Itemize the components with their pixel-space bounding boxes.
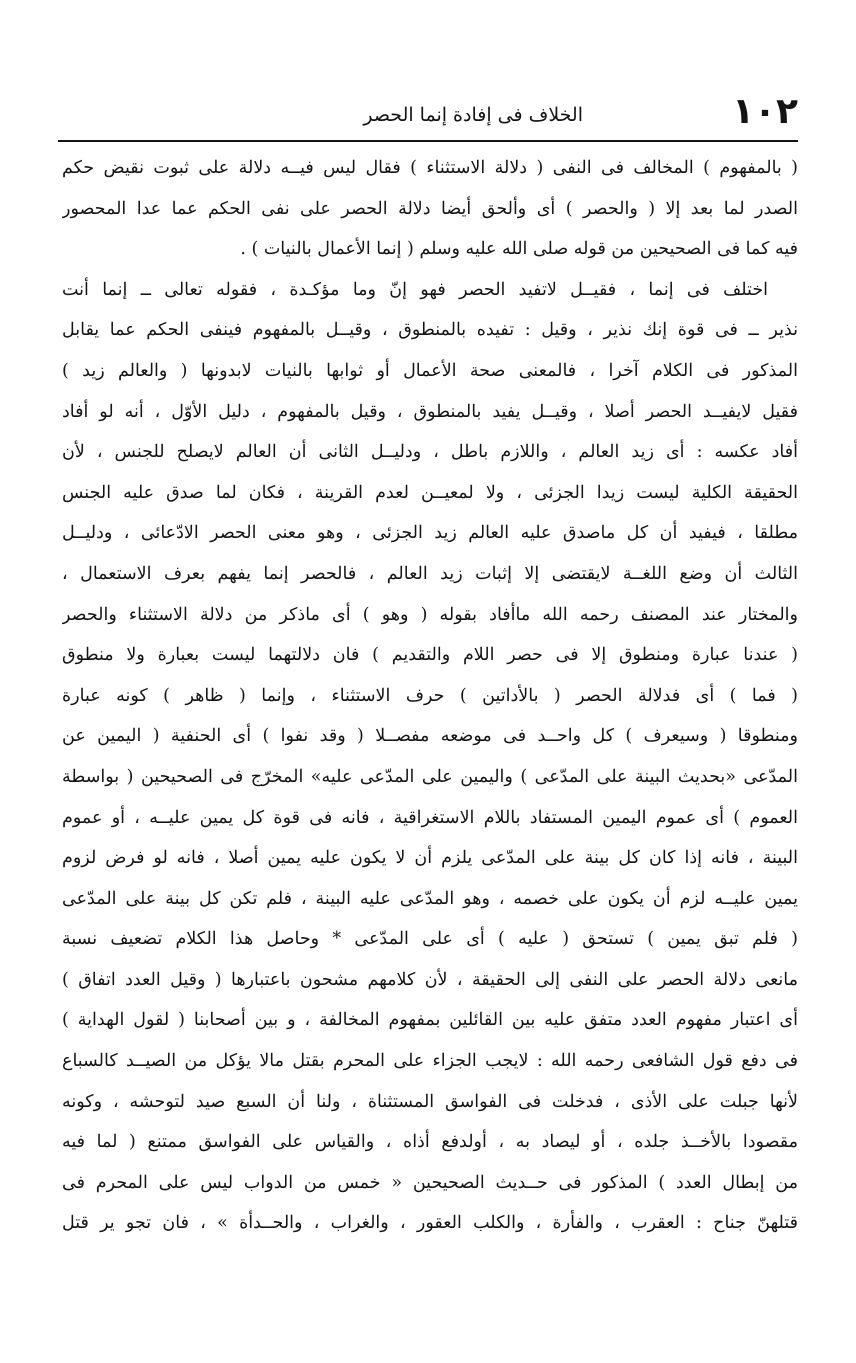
text-line: اختلف فى إنما ، فقيــل لاتفيد الحصر فهو إنّ وما مؤكـدة ، فقوله تعالى ــ إنما أنت <box>62 279 768 300</box>
text-line: لأنها جبلت على الأذى ، فدخلت فى الفواسق المستثناة ، ولنا أن السبع صيد لتوحشه ، وكونه <box>62 1091 798 1112</box>
text-line: فقيل لايفيــد الحصر أصلا ، وقيــل يفيد بالمنطوق ، وقيل بالمفهوم ، دليل الأوّل ، أنه لو أفاد <box>62 401 798 422</box>
header-rule <box>58 140 798 142</box>
text-line: ومنطوقا ( وسيعرف ) كل واحــد فى موضعه مفصــلا ( وقد نفوا ) أى الحنفية ( اليمين عن <box>62 726 798 747</box>
text-line: أى اعتبار مفهوم العدد متفق عليه بين القائلين بمفهوم المخالفة ، و بين أصحابنا ( لقول الهداية ) <box>62 1010 798 1031</box>
text-line: ( بالمفهوم ) المخالف فى النفى ( دلالة الاستثناء ) فقال ليس فيــه دلالة على ثبوت نقيض حكم <box>62 158 798 178</box>
text-line: المذكور فى الكلام آخرا ، فالمعنى صحة الأعمال أو ثوابها بالنيات لابدونها ( والعالم زيد ) <box>62 360 798 381</box>
text-line: البينة ، فانه إذا كان كل بينة على المدّعى يلزم أن لا يكون عليه يمين أصلا ، فانه لو فرض لزوم <box>62 848 798 869</box>
text-line: المدّعى «بحديث البينة على المدّعى ) واليمين على المدّعى عليه» المخرّج فى الصحيحين ( بواسطة <box>62 766 798 787</box>
text-line: مقصودا بالأخــذ جلده ، أو ليصاد به ، أولدفع أذاه ، والقياس على الفواسق ممتنع ( لما فيه <box>62 1132 798 1153</box>
body-text <box>62 148 798 1338</box>
text-line: مانعى دلالة الحصر على النفى إلى الحقيقة ، لأن كلامهم مشحون باعتبارها ( وقيل العدد اتفاق ) <box>62 969 798 990</box>
text-line: يمين عليــه لزم أن يكون على خصمه ، وهو المدّعى عليه البينة ، فلم تكن كل بينة على المدّعى <box>62 888 798 909</box>
text-line: العموم ) أى عموم اليمين المستفاد باللام الاستغراقية ، فانه فى قوة كل يمين عليــه ، أو عموم <box>62 807 798 828</box>
text-line: قتلهنّ جناح : العقرب ، والفأرة ، والكلب العقور ، والغراب ، والحــدأة » ، فان تجو ير قتل <box>62 1213 798 1234</box>
text-line: الثالث أن وضع اللغــة لايقتضى إلا إثبات زيد العالم ، فالحصر إنما يفهم بعرف الاستعمال ، <box>62 563 798 584</box>
text-line: والمختار عند المصنف رحمه الله ماأفاد بقوله ( وهو ) أى ماذكر من دلالة الاستثناء والحصر <box>62 604 798 625</box>
text-line: ( فما ) أى فدلالة الحصر ( بالأداتين ) حرف الاستثناء ، وإنما ( ظاهر ) كونه عبارة <box>62 685 798 706</box>
text-line: أفاد عكسه : أى زيد العالم ، واللازم باطل ، ودليــل الثانى أن العالم لايصلح للجنس ، لأن <box>62 442 798 463</box>
text-line: ( عندنا عبارة ومنطوق إلا فى حصر اللام والتقديم ) فان دلالتهما ليست بعبارة ولا منطوق <box>62 645 798 666</box>
text-line: فى دفع قول الشافعى رحمه الله : لايجب الجزاء على المحرم بقتل مالا يؤكل من الصيــد كالسباع <box>62 1051 798 1072</box>
text-line: الصدر لما بعد إلا ( والحصر ) أى وألحق أيضا دلالة الحصر على نفى الحكم عما عدا المحصور <box>62 198 798 219</box>
text-line: مطلقا ، فيفيد أن كل ماصدق عليه العالم زيد الجزئى ، وهو معنى الحصر الادّعائى ، ودليــل <box>62 523 798 544</box>
text-line: من إبطال العدد ) المذكور فى حــديث الصحيحين « خمس من الدواب ليس على المحرم فى <box>62 1172 798 1193</box>
page-header <box>58 92 798 138</box>
text-line: ( فلم تبق يمين ) تستحق ( عليه ) أى على المدّعى * وحاصل هذا الكلام تضعيف نسبة <box>62 929 798 950</box>
text-line: الحقيقة الكلية ليست زيدا الجزئى ، ولا لمعيــن لعدم القرينة ، فكان لما صدق عليه الجنس <box>62 482 798 503</box>
running-title: الخلاف فى إفادة إنما الحصر <box>363 104 583 126</box>
page-number: ١٠٢ <box>732 91 798 132</box>
text-line: فيه كما فى الصحيحين من قوله صلى الله عليه وسلم ( إنما الأعمال بالنيات ) . <box>240 239 798 260</box>
text-line: نذير ــ فى قوة إنك نذير ، وقيل : تفيده بالمنطوق ، وقيــل بالمفهوم فينفى الحكم عما يقابل <box>62 320 798 341</box>
